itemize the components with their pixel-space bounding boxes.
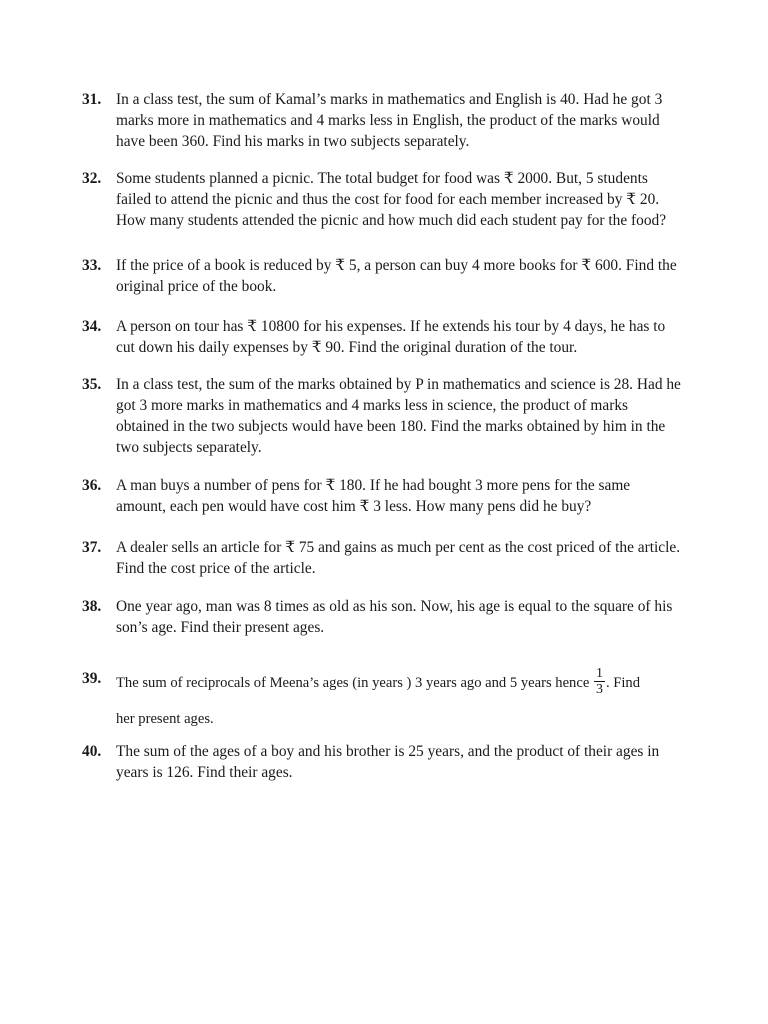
fraction-denominator: 3 (595, 682, 603, 697)
question-number: 35. (82, 376, 102, 393)
question-line: have been 360. Find his marks in two subjects separately. (116, 133, 470, 150)
question-text (116, 668, 676, 730)
question-text (116, 168, 676, 231)
question-line: got 3 more marks in mathematics and 4 marks less in science, the product of marks (116, 397, 629, 414)
question-line: obtained in the two subjects would have been 180. Find the marks obtained by him in the (116, 418, 666, 435)
fraction (594, 666, 605, 697)
question-line: marks more in mathematics and 4 marks less in English, the product of the marks would (116, 112, 660, 129)
question-line: amount, each pen would have cost him ₹ 3 less. How many pens did he buy? (116, 498, 592, 515)
question-number: 33. (82, 257, 102, 274)
question-number: 34. (82, 318, 102, 335)
question-text (116, 89, 676, 152)
question-text-segment: The sum of reciprocals of Meena’s ages (in years ) 3 years ago and 5 years hence (116, 674, 590, 691)
question-text (116, 741, 676, 783)
question-line: One year ago, man was 8 times as old as his son. Now, his age is equal to the square of his (116, 598, 673, 615)
question-line: Find the cost price of the article. (116, 560, 316, 577)
question-text (116, 255, 676, 297)
question-number: 31. (82, 91, 102, 108)
question-text-segment: . Find (605, 674, 641, 691)
question-number: 36. (82, 477, 102, 494)
question-text (116, 537, 681, 579)
question-line: In a class test, the sum of Kamal’s marks in mathematics and English is 40. Had he got 3 (116, 91, 663, 108)
question-number: 38. (82, 598, 102, 615)
question-number: 37. (82, 539, 102, 556)
fraction-numerator: 1 (595, 666, 603, 681)
question-line: The sum of the ages of a boy and his brother is 25 years, and the product of their ages in (116, 743, 660, 760)
question-line: years is 126. Find their ages. (116, 764, 293, 781)
question-line: her present ages. (116, 711, 214, 727)
question-text (116, 596, 676, 638)
question-line: In a class test, the sum of the marks obtained by P in mathematics and science is 28. Had he (116, 376, 681, 393)
question-text (116, 475, 676, 517)
question-line: A person on tour has ₹ 10800 for his expenses. If he extends his tour by 4 days, he has to (116, 318, 666, 335)
question-number: 39. (82, 670, 102, 687)
question-text (116, 374, 681, 458)
question-line: If the price of a book is reduced by ₹ 5, a person can buy 4 more books for ₹ 600. Find the (116, 257, 677, 274)
question-line: A man buys a number of pens for ₹ 180. If he had bought 3 more pens for the same (116, 477, 631, 494)
question-line: How many students attended the picnic and how much did each student pay for the food? (116, 212, 667, 229)
question-line: Some students planned a picnic. The total budget for food was ₹ 2000. But, 5 students (116, 170, 648, 187)
question-line: original price of the book. (116, 278, 277, 295)
question-number: 40. (82, 743, 102, 760)
question-line: A dealer sells an article for ₹ 75 and gains as much per cent as the cost priced of the article. (116, 539, 681, 556)
question-line (116, 668, 676, 699)
question-line: cut down his daily expenses by ₹ 90. Find the original duration of the tour. (116, 339, 578, 356)
question-line: two subjects separately. (116, 439, 262, 456)
question-number: 32. (82, 170, 102, 187)
question-text (116, 316, 676, 358)
question-line: son’s age. Find their present ages. (116, 619, 325, 636)
question-line: failed to attend the picnic and thus the cost for food for each member increased by ₹ 20. (116, 191, 660, 208)
